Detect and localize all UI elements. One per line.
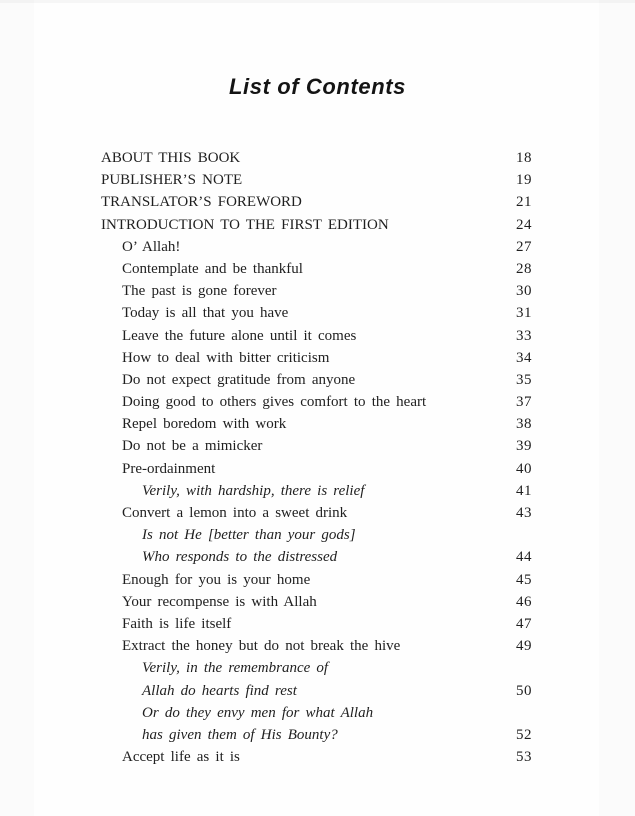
toc-entry-page: 39 (516, 438, 532, 455)
toc-entry (101, 280, 532, 302)
scan-edge-right (599, 0, 635, 816)
toc-entry-label: Your recompense is with Allah (122, 593, 317, 610)
toc-entry (101, 613, 532, 635)
toc-entry-label: Contemplate and be thankful (122, 260, 303, 277)
toc-entry-label: Extract the honey but do not break the hive (122, 638, 401, 655)
toc-entry-label: Faith is life itself (122, 615, 232, 632)
toc-entry-label: Or do they envy men for what Allah (142, 704, 374, 721)
toc-entry (101, 258, 532, 280)
toc-entry (101, 569, 532, 591)
toc-entry-page: 24 (516, 216, 532, 233)
toc-entry (101, 680, 532, 702)
toc-entry-label: The past is gone forever (122, 283, 277, 300)
toc-entry (101, 546, 532, 568)
toc-entry-label: Verily, with hardship, there is relief (142, 482, 365, 499)
table-of-contents (101, 147, 532, 768)
toc-entry-page: 53 (516, 749, 532, 766)
toc-entry (101, 214, 532, 236)
toc-entry-label: Accept life as it is (122, 749, 240, 766)
toc-entry-label: Doing good to others gives comfort to the heart (122, 394, 427, 411)
toc-entry-page: 44 (516, 549, 532, 566)
toc-entry (101, 169, 532, 191)
toc-entry (101, 591, 532, 613)
toc-entry-label: PUBLISHER’S NOTE (101, 172, 243, 189)
toc-entry-page: 21 (516, 194, 532, 211)
toc-entry-page: 27 (516, 238, 532, 255)
toc-entry (101, 347, 532, 369)
toc-entry-page: 19 (516, 172, 532, 189)
toc-entry-page: 35 (516, 371, 532, 388)
toc-entry-label: Is not He [better than your gods] (142, 527, 356, 544)
toc-entry (101, 746, 532, 768)
toc-entry-page: 31 (516, 305, 532, 322)
toc-entry-page: 33 (516, 327, 532, 344)
toc-entry-page: 50 (516, 682, 532, 699)
toc-entry (101, 369, 532, 391)
toc-entry-page: 41 (516, 482, 532, 499)
toc-entry-page: 30 (516, 283, 532, 300)
scan-edge-top (0, 0, 635, 3)
toc-entry (101, 480, 532, 502)
toc-entry (101, 302, 532, 324)
toc-entry (101, 236, 532, 258)
toc-entry-page: 40 (516, 460, 532, 477)
toc-entry-label: Today is all that you have (122, 305, 289, 322)
toc-entry-label: Do not expect gratitude from anyone (122, 371, 356, 388)
toc-entry (101, 147, 532, 169)
toc-entry (101, 524, 532, 546)
toc-entry-page: 28 (516, 260, 532, 277)
toc-entry-label: Pre-ordainment (122, 460, 216, 477)
toc-entry-page: 34 (516, 349, 532, 366)
toc-entry-page: 49 (516, 638, 532, 655)
toc-entry (101, 325, 532, 347)
toc-entry (101, 635, 532, 657)
toc-entry-page: 47 (516, 615, 532, 632)
toc-entry (101, 657, 532, 679)
toc-entry-page: 18 (516, 150, 532, 166)
toc-entry-label: How to deal with bitter criticism (122, 349, 330, 366)
toc-entry-page: 38 (516, 416, 532, 433)
toc-entry-label: TRANSLATOR’S FOREWORD (101, 194, 302, 211)
page-title: List of Contents (228, 74, 407, 99)
toc-entry (101, 391, 532, 413)
toc-entry (101, 724, 532, 746)
toc-entry (101, 435, 532, 457)
toc-entry-label: Enough for you is your home (122, 571, 311, 588)
toc-entry-page: 45 (516, 571, 532, 588)
toc-entry-page: 43 (516, 505, 532, 521)
toc-entry-label: Convert a lemon into a sweet drink (122, 505, 348, 521)
toc-entry-label: O’ Allah! (122, 238, 181, 255)
toc-entry-page: 37 (516, 394, 532, 411)
toc-entry-label: Who responds to the distressed (142, 549, 338, 566)
toc-entry-page: 46 (516, 593, 532, 610)
toc-entry-label: Do not be a mimicker (122, 438, 263, 455)
toc-entry-page: 52 (516, 726, 532, 743)
toc-entry (101, 413, 532, 435)
toc-entry-label: INTRODUCTION TO THE FIRST EDITION (101, 216, 389, 233)
toc-entry (101, 458, 532, 480)
scan-edge-left (0, 0, 34, 816)
toc-entry (101, 702, 532, 724)
toc-entry-label: Repel boredom with work (122, 416, 287, 433)
toc-entry-label: Verily, in the remembrance of (142, 660, 329, 677)
toc-entry-label: ABOUT THIS BOOK (101, 150, 241, 166)
toc-entry (101, 502, 532, 524)
toc-entry (101, 191, 532, 213)
toc-entry-label: Allah do hearts find rest (142, 682, 297, 699)
toc-entry-label: has given them of His Bounty? (142, 726, 338, 743)
toc-entry-label: Leave the future alone until it comes (122, 327, 357, 344)
